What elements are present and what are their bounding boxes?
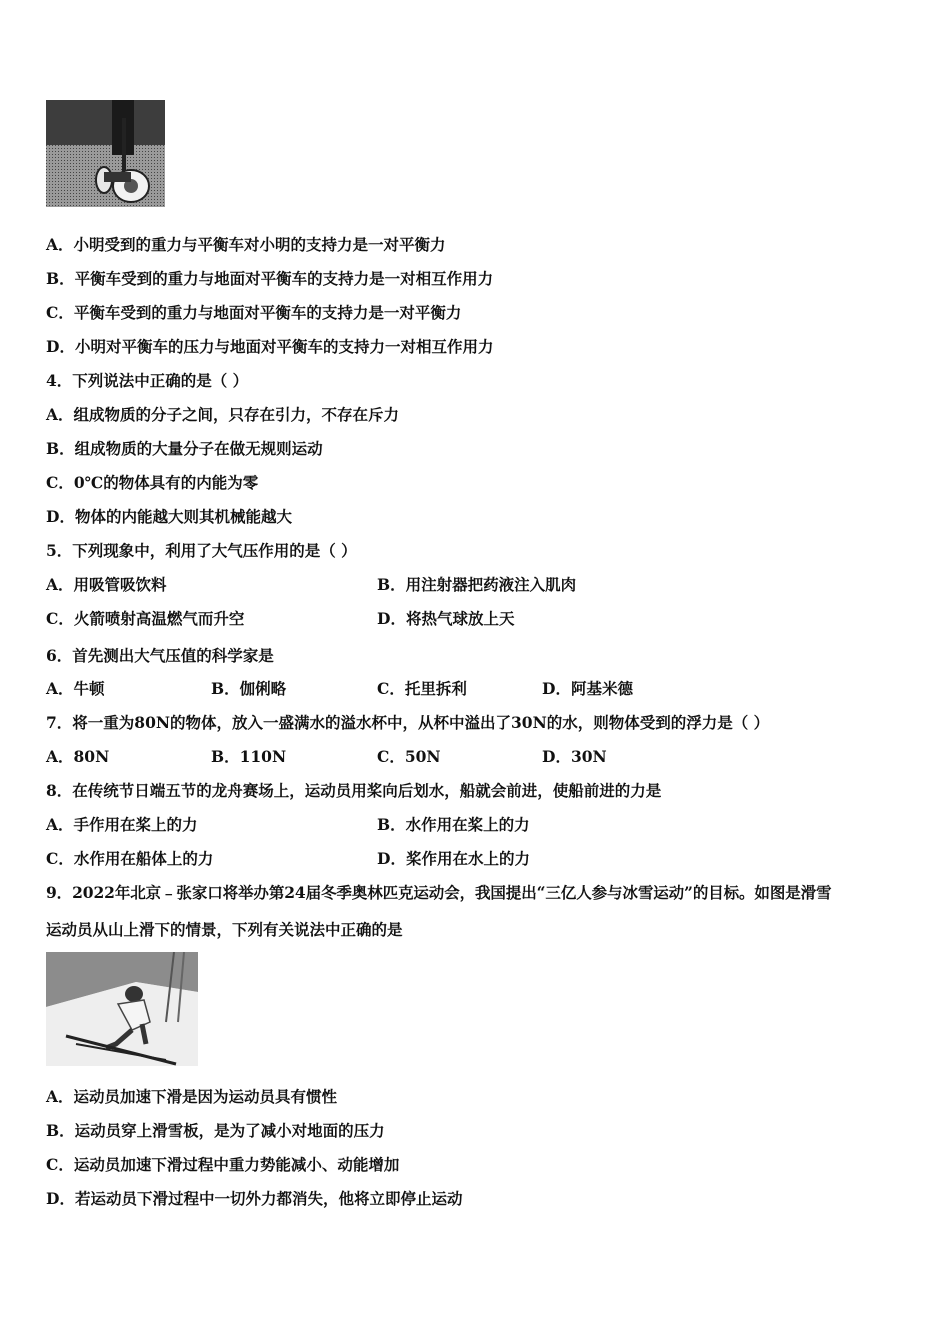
q7-option-c: C．50N [377,747,441,766]
q9-option-b: B．运动员穿上滑雪板，是为了减小对地面的压力 [46,1121,385,1140]
q4-option-d: D．物体的内能越大则其机械能越大 [46,507,292,526]
q4-stem: 4．下列说法中正确的是（ ） [46,371,249,390]
q7-option-a: A．80N [46,747,110,766]
q9-stem-line1: 9．2022年北京﹣张家口将举办第24届冬季奥林匹克运动会，我国提出“三亿人参与冰雪运动”的目标。如图是滑雪 [46,883,832,902]
q9-option-a: A．运动员加速下滑是因为运动员具有惯性 [46,1087,338,1106]
q8-stem: 8．在传统节日端五节的龙舟赛场上，运动员用桨向后划水，船就会前进，使船前进的力是 [46,781,662,800]
q9-option-d: D．若运动员下滑过程中一切外力都消失，他将立即停止运动 [46,1189,463,1208]
q7-option-d: D．30N [542,747,607,766]
q7-stem: 7．将一重为80N的物体，放入一盛满水的溢水杯中，从杯中溢出了30N的水，则物体受到的浮力是（ ） [46,713,770,732]
q8-option-b: B．水作用在桨上的力 [377,815,530,834]
q6-option-a: A．牛顿 [46,679,105,698]
q7-option-b: B．110N [211,747,287,766]
q5-option-c: C．火箭喷射高温燃气而升空 [46,609,245,628]
q5-stem: 5．下列现象中，利用了大气压作用的是（ ） [46,541,357,560]
q6-option-d: D．阿基米德 [542,679,633,698]
balance-scooter-photo [46,100,165,207]
q5-option-d: D．将热气球放上天 [377,609,515,628]
q5-option-b: B．用注射器把药液注入肌肉 [377,575,577,594]
q8-option-c: C．水作用在船体上的力 [46,849,214,868]
q8-option-d: D．桨作用在水上的力 [377,849,530,868]
q4-option-b: B．组成物质的大量分子在做无规则运动 [46,439,323,458]
q9-stem-line2: 运动员从山上滑下的情景，下列有关说法中正确的是 [46,920,403,939]
q5-option-a: A．用吸管吸饮料 [46,575,167,594]
q6-option-b: B．伽俐略 [211,679,287,698]
q3-option-b: B．平衡车受到的重力与地面对平衡车的支持力是一对相互作用力 [46,269,494,288]
q9-option-c: C．运动员加速下滑过程中重力势能减小、动能增加 [46,1155,400,1174]
q6-option-c: C．托里拆利 [377,679,467,698]
q4-option-c: C．0℃的物体具有的内能为零 [46,473,259,492]
q8-option-a: A．手作用在桨上的力 [46,815,198,834]
q3-option-c: C．平衡车受到的重力与地面对平衡车的支持力是一对平衡力 [46,303,462,322]
q4-option-a: A．组成物质的分子之间，只存在引力，不存在斥力 [46,405,400,424]
q6-stem: 6．首先测出大气压值的科学家是 [46,646,274,665]
skier-photo [46,952,198,1066]
q3-option-d: D．小明对平衡车的压力与地面对平衡车的支持力一对相互作用力 [46,337,494,356]
q3-option-a: A．小明受到的重力与平衡车对小明的支持力是一对平衡力 [46,235,446,254]
